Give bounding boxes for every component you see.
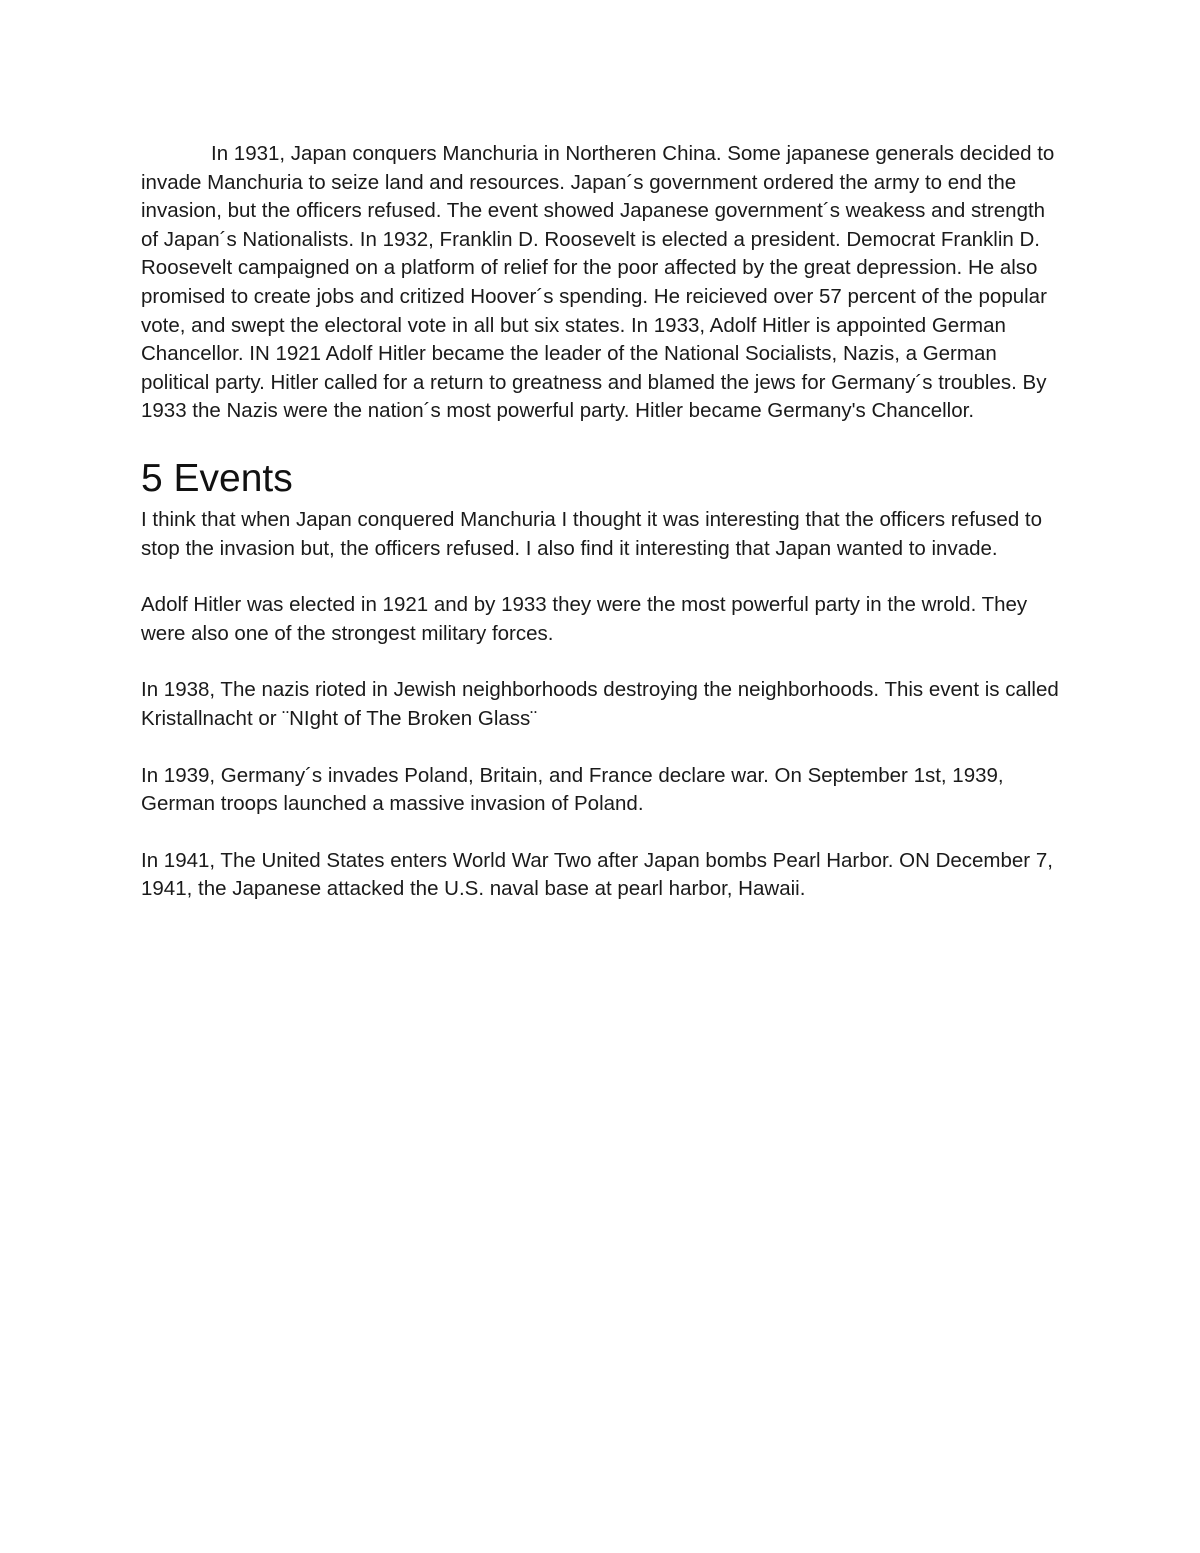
document-page	[141, 140, 1059, 932]
section-heading: 5 Events	[141, 456, 293, 500]
event-paragraph-3: In 1938, The nazis rioted in Jewish neighborhoods destroying the neighborhoods. This event is called Kristallnacht or ¨NIght of The Broken Glass¨	[141, 678, 1059, 730]
events-list	[141, 506, 1059, 904]
intro-paragraph: In 1931, Japan conquers Manchuria in Northeren China. Some japanese generals decided to invade Manchuria to seize land and resources. Japan´s government ordered the army to end the invasion, but the officers refused. The event showed Japanese government´s weakess and strength of Japan´s Nationalists. In 1932, Franklin D. Roosevelt is elected a president. Democrat Franklin D. Roosevelt campaigned on a platform of relief for the poor affected by the great depression. He also promised to create jobs and critized Hoover´s spending. He reicieved over 57 percent of the popular vote, and swept the electoral vote in all but six states. In 1933, Adolf Hitler is appointed German Chancellor. IN 1921 Adolf Hitler became the leader of the National Socialists, Nazis, a German political party. Hitler called for a return to greatness and blamed the jews for Germany´s troubles. By 1933 the Nazis were the nation´s most powerful party. Hitler became Germany's Chancellor.	[141, 142, 1055, 423]
event-paragraph-4: In 1939, Germany´s invades Poland, Britain, and France declare war. On September 1st, 1939, German troops launched a massive invasion of Poland.	[141, 763, 1004, 816]
event-paragraph-5: In 1941, The United States enters World War Two after Japan bombs Pearl Harbor. ON December 7, 1941, the Japanese attacked the U.S. naval base at pearl harbor, Hawaii.	[141, 848, 1053, 901]
event-paragraph-2: Adolf Hitler was elected in 1921 and by 1933 they were the most powerful party in the wrold. They were also one of the strongest military forces.	[141, 593, 1028, 645]
event-paragraph-1: I think that when Japan conquered Manchuria I thought it was interesting that the officers refused to stop the invasion but, the officers refused. I also find it interesting that Japan wanted to invade.	[141, 507, 1043, 560]
